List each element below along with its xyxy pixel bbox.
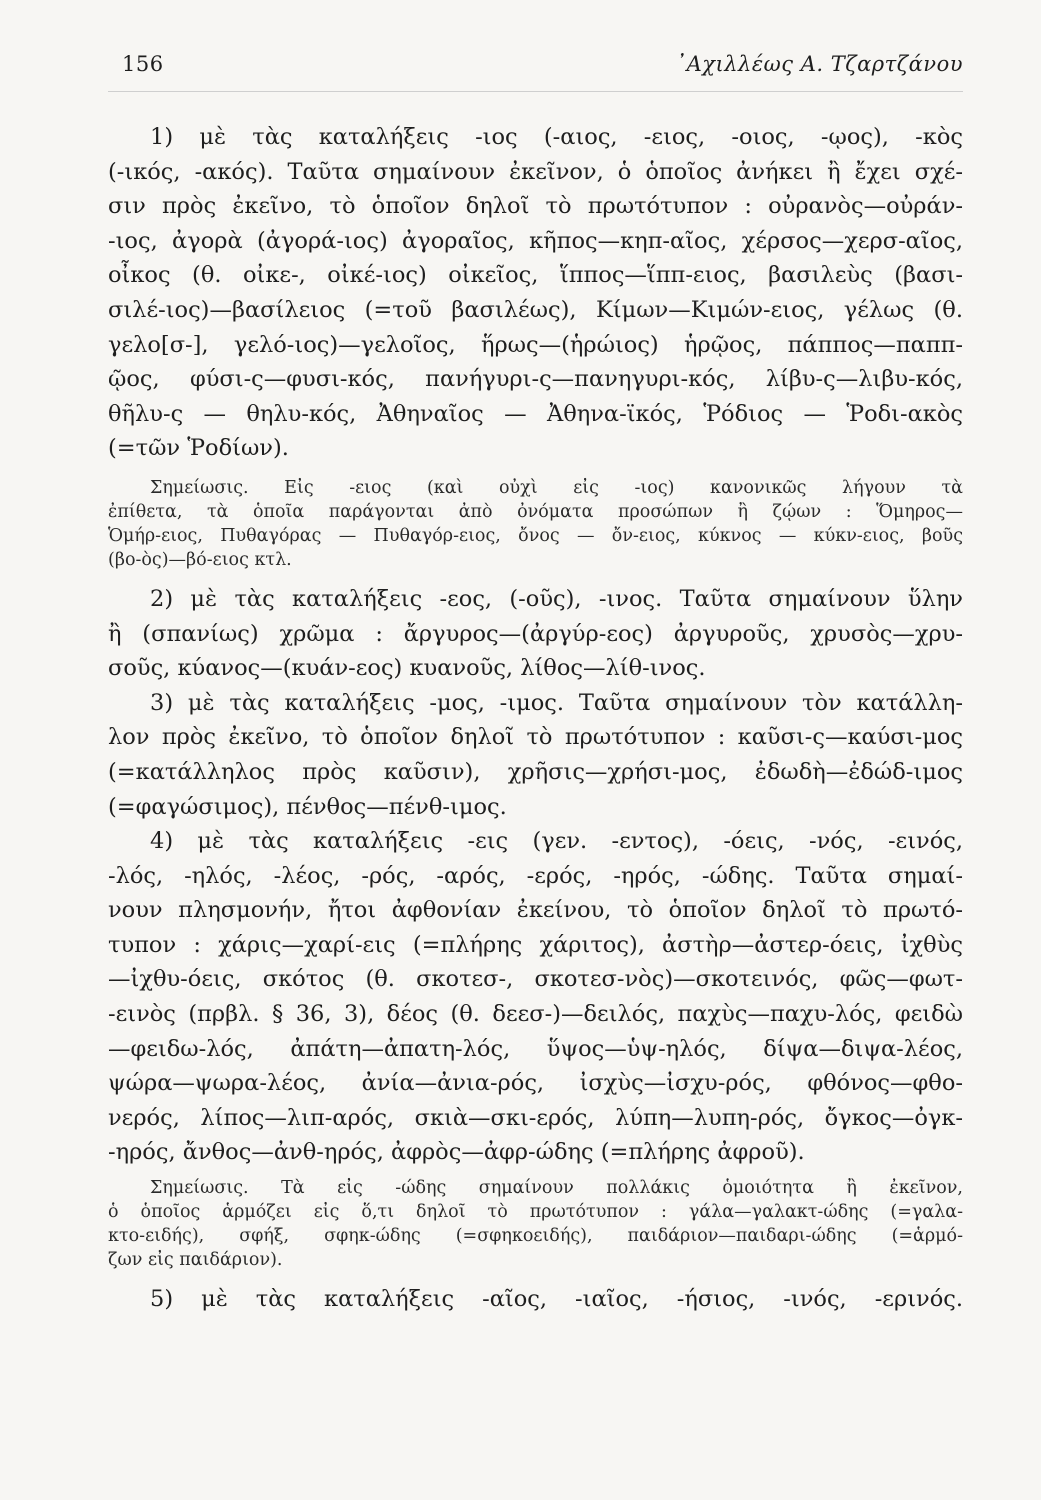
note-2: [108, 1176, 963, 1272]
text-line: νερός, λίπος—λιπ-αρός, σκιὰ—σκι-ερός, λύπη—λυπη-ρός, ὄγκος—ὀγκ-: [108, 1104, 963, 1131]
text-line: οἶκος (θ. οἰκε-, οἰκέ-ιος) οἰκεῖος, ἵππος—ἵππ-ειος, βασιλεὺς (βασι-: [108, 262, 963, 289]
text-line: 1) μὲ τὰς καταλήξεις -ιος (-αιος, -ειος, -οιος, -ῳος), -κὸς: [150, 124, 963, 150]
note-line: Ὁμήρ-ειος, Πυθαγόρας — Πυθαγόρ-ειος, ὄνος — ὄν-ειος, κύκνος — κύκν-ειος, βοῦς: [108, 525, 963, 546]
text-line: (=φαγώσιμος), πένθος—πένθ-ιμος.: [108, 793, 507, 820]
text-line: (=κατάλληλος πρὸς καῦσιν), χρῆσις—χρήσι-μος, ἐδωδὴ—ἐδώδ-ιμος: [108, 758, 963, 785]
note-1: [108, 476, 963, 572]
text-line: ῷος, φύσι-ς—φυσι-κός, πανήγυρι-ς—πανηγυρι-κός, λίβυ-ς—λιβυ-κός,: [108, 366, 963, 393]
page-body: [108, 120, 963, 1317]
text-line: 5) μὲ τὰς καταλήξεις -αῖος, -ιαῖος, -ήσιος, -ινός, -ερινός.: [150, 1286, 963, 1313]
text-line: (-ικός, -ακός). Ταῦτα σημαίνουν ἐκεῖνον, ὁ ὁποῖος ἀνήκει ἢ ἔχει σχέ-: [108, 158, 963, 185]
text-line: 3) μὲ τὰς καταλήξεις -μος, -ιμος. Ταῦτα σημαίνουν τὸν κατάλλη-: [150, 689, 963, 716]
text-line: σιν πρὸς ἐκεῖνο, τὸ ὁποῖον δηλοῖ τὸ πρωτότυπον : οὐρανὸς—οὐράν-: [108, 193, 963, 220]
text-line: ἢ (σπανίως) χρῶμα : ἄργυρος—(ἀργύρ-εος) ἀργυροῦς, χρυσὸς—χρυ-: [108, 620, 963, 647]
text-line: (=τῶν Ῥοδίων).: [108, 435, 289, 462]
note-line: κτο-ειδής), σφήξ, σφηκ-ώδης (=σφηκοειδής), παιδάριον—παιδαρι-ώδης (=ἁρμό-: [108, 1226, 963, 1247]
header-rule: [108, 91, 963, 92]
text-line: -εινὸς (πρβλ. § 36, 3), δέος (θ. δεεσ-)—δειλός, παχὺς—παχυ-λός, φειδὼ: [108, 1001, 963, 1028]
text-line: νουν πλησμονήν, ἤτοι ἀφθονίαν ἐκείνου, τὸ ὁποῖον δηλοῖ τὸ πρωτό-: [108, 897, 963, 924]
text-line: —ἰχθυ-όεις, σκότος (θ. σκοτεσ-, σκοτεσ-νὸς)—σκοτεινός, φῶς—φωτ-: [108, 966, 963, 993]
text-line: —φειδω-λός, ἀπάτη—ἀπατη-λός, ὕψος—ὑψ-ηλός, δίψα—διψα-λέος,: [108, 1035, 963, 1062]
text-line: σοῦς, κύανος—(κυάν-εος) κυανοῦς, λίθος—λίθ-ινος.: [108, 655, 706, 682]
spacer: [108, 572, 963, 582]
text-line: -ηρός, ἄνθος—ἀνθ-ηρός, ἀφρὸς—ἀφρ-ώδης (=πλήρης ἀφροῦ).: [108, 1139, 805, 1166]
note-line: ζων εἰς παιδάριον).: [108, 1250, 283, 1271]
text-line: τυπον : χάρις—χαρί-εις (=πλήρης χάριτος), ἀστὴρ—ἀστερ-όεις, ἰχθὺς: [108, 931, 963, 958]
page-number: 156: [122, 52, 164, 76]
text-line: 2) μὲ τὰς καταλήξεις -εος, (-οῦς), -ινος. Ταῦτα σημαίνουν ὕλην: [150, 585, 963, 612]
section-4: [108, 824, 963, 1170]
section-5: [108, 1282, 963, 1317]
section-1: [108, 120, 963, 466]
text-line: -λός, -ηλός, -λέος, -ρός, -αρός, -ερός, -ηρός, -ώδης. Ταῦτα σημαί-: [108, 862, 963, 889]
text-line: λον πρὸς ἐκεῖνο, τὸ ὁποῖον δηλοῖ τὸ πρωτότυπον : καῦσι-ς—καύσι-μος: [108, 724, 963, 751]
running-title: ᾽Αχιλλέως Α. Τζαρτζάνου: [675, 52, 963, 76]
note-line: Σημείωσις. Τὰ εἰς -ώδης σημαίνουν πολλάκις ὁμοιότητα ἢ ἐκεῖνον,: [150, 1178, 963, 1199]
spacer: [108, 466, 963, 476]
spacer: [108, 1272, 963, 1282]
text-line: σιλέ-ιος)—βασίλειος (=τοῦ βασιλέως), Κίμων—Κιμών-ειος, γέλως (θ.: [108, 296, 963, 323]
note-line: Σημείωσις. Εἰς -ειος (καὶ οὐχὶ εἰς -ιος) κανονικῶς λήγουν τὰ: [150, 477, 963, 498]
section-3: [108, 686, 963, 824]
text-line: 4) μὲ τὰς καταλήξεις -εις (γεν. -εντος), -όεις, -νός, -εινός,: [150, 828, 963, 855]
note-line: (βο-ὸς)—βό-ειος κτλ.: [108, 549, 292, 570]
text-line: ψώρα—ψωρα-λέος, ἀνία—ἀνια-ρός, ἰσχὺς—ἰσχυ-ρός, φθόνος—φθο-: [108, 1070, 963, 1097]
note-line: ἐπίθετα, τὰ ὁποῖα παράγονται ἀπὸ ὀνόματα προσώπων ἢ ζῴων : Ὅμηρος—: [108, 501, 963, 522]
note-line: ὁ ὁποῖος ἁρμόζει εἰς ὅ,τι δηλοῖ τὸ πρωτότυπον : γάλα—γαλακτ-ώδης (=γαλα-: [108, 1202, 963, 1223]
section-2: [108, 582, 963, 686]
text-line: -ιος, ἀγορὰ (ἀγορά-ιος) ἀγοραῖος, κῆπος—κηπ-αῖος, χέρσος—χερσ-αῖος,: [108, 227, 963, 254]
text-line: θῆλυ-ς — θηλυ-κός, Ἀθηναῖος — Ἀθηνα-ϊκός, Ῥόδιος — Ῥοδι-ακὸς: [108, 400, 963, 427]
page-header: [108, 52, 963, 82]
text-line: γελο[σ-], γελό-ιος)—γελοῖος, ἥρως—(ἡρώιος) ἡρῷος, πάππος—παππ-: [108, 331, 963, 358]
